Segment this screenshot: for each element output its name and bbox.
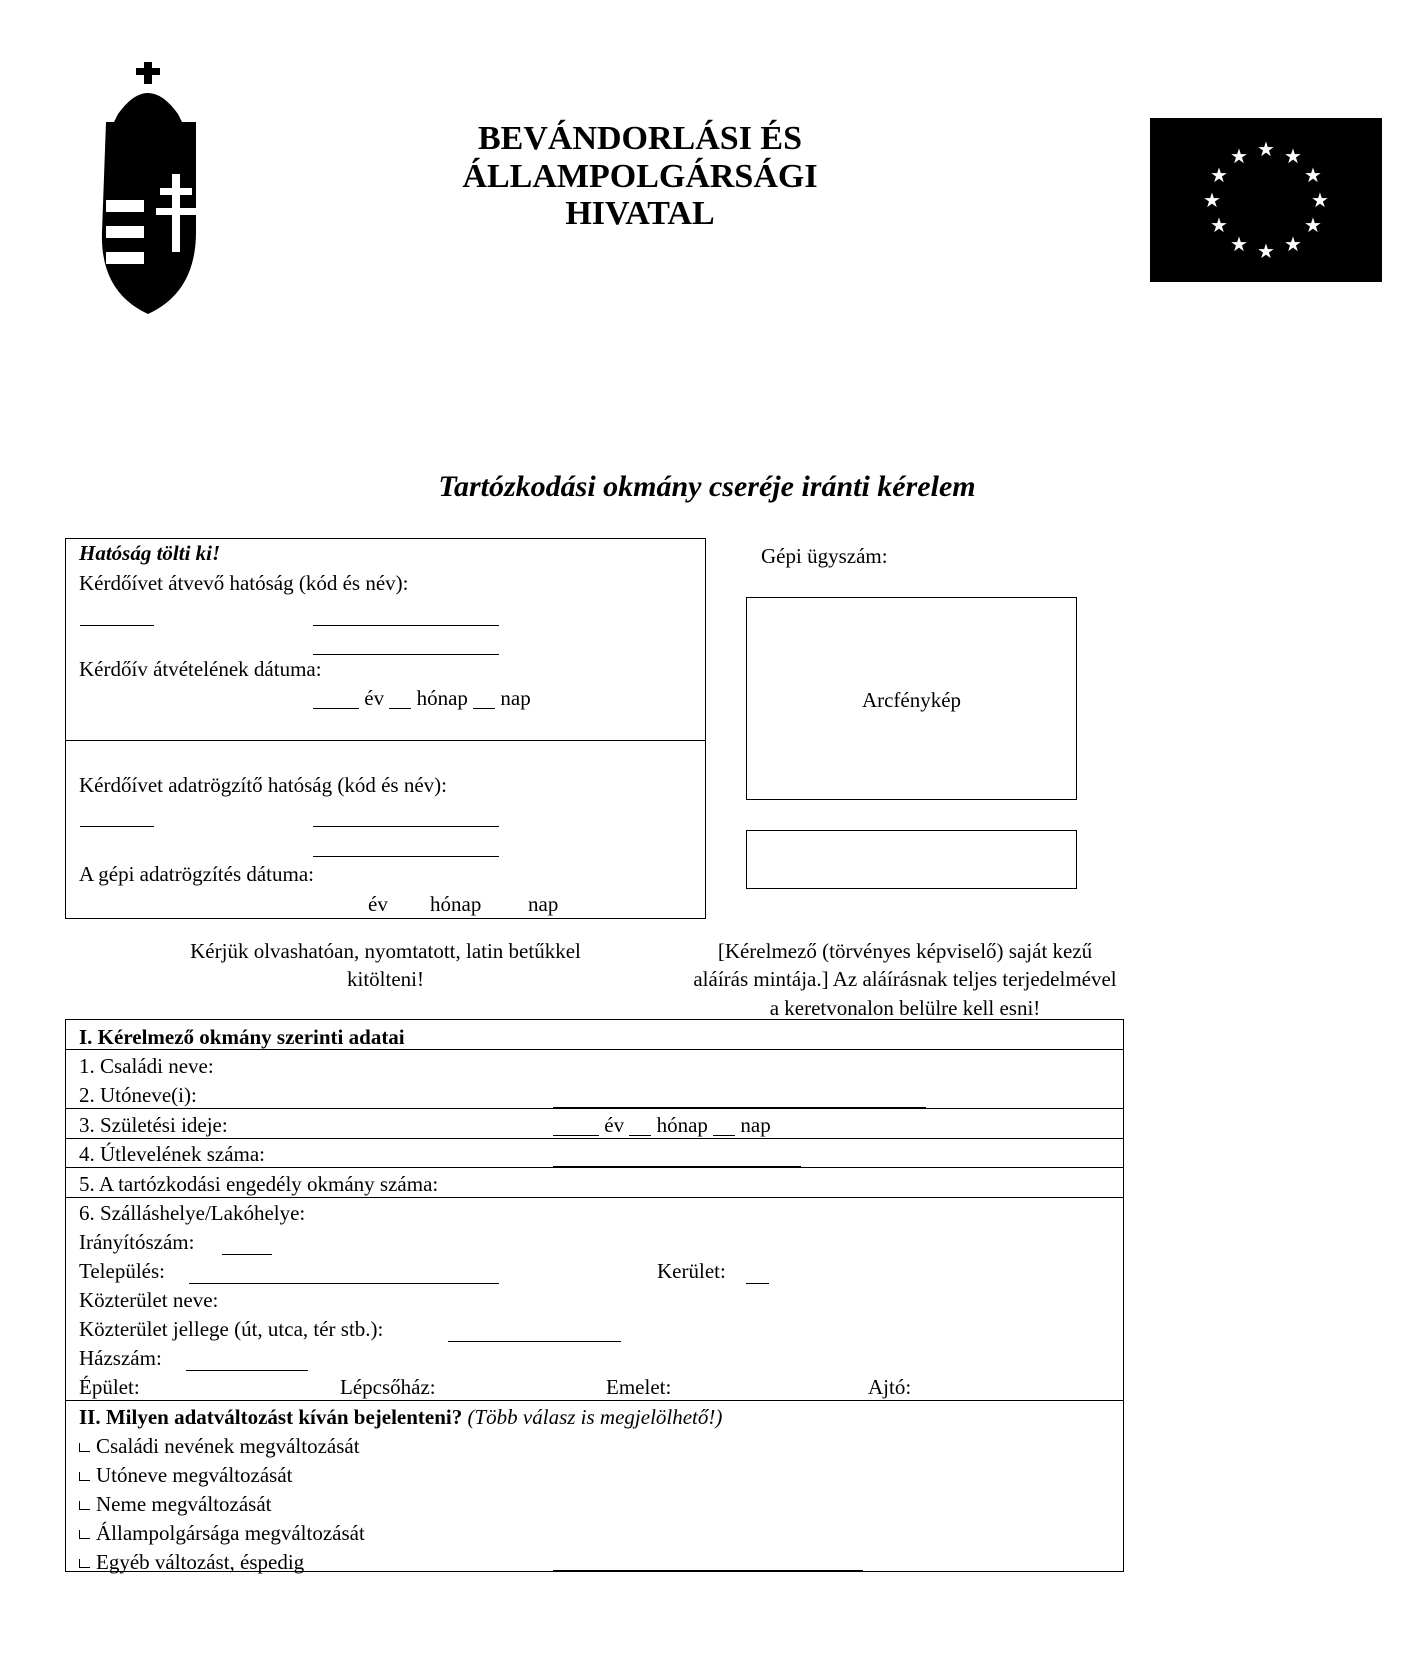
door-label: Ajtó: — [868, 1375, 912, 1399]
form-title: Tartózkodási okmány cseréje iránti kérelem — [438, 470, 976, 503]
row-divider — [65, 1138, 1124, 1139]
birth-date-field[interactable] — [553, 1115, 771, 1136]
signature-box[interactable] — [746, 830, 1077, 889]
svg-text:★: ★ — [1230, 144, 1248, 168]
issuing-office-title — [420, 120, 860, 233]
svg-text:★: ★ — [1257, 239, 1275, 263]
svg-text:★: ★ — [1284, 232, 1302, 256]
birth-month-label: hónap — [656, 1113, 708, 1137]
svg-text:★: ★ — [1304, 163, 1322, 187]
section2-heading-note: (Több válasz is megjelölhető!) — [467, 1405, 723, 1429]
passport-number-field[interactable] — [553, 1166, 801, 1167]
option-label: Egyéb változást, éspedig — [96, 1550, 305, 1574]
section1-heading: I. Kérelmező okmány szerinti adatai — [79, 1025, 405, 1049]
eu-flag-icon — [1150, 118, 1382, 282]
recording-authority-label: Kérdőívet adatrögzítő hatóság (kód és név): — [79, 773, 447, 797]
family-name-label: 1. Családi neve: — [79, 1054, 214, 1078]
birth-year-label: év — [604, 1113, 625, 1137]
row-divider — [65, 1197, 1124, 1198]
receiving-name-field[interactable] — [313, 625, 499, 626]
house-number-field[interactable] — [186, 1370, 308, 1371]
checkbox-icon[interactable] — [79, 1472, 90, 1481]
option-label: Neme megváltozását — [96, 1492, 272, 1516]
row-divider — [65, 1108, 1124, 1109]
recording-day-label: nap — [528, 892, 559, 916]
recording-date-label: A gépi adatrögzítés dátuma: — [79, 862, 315, 886]
row-divider — [65, 1167, 1124, 1168]
settlement-field[interactable] — [189, 1283, 499, 1284]
district-label: Kerület: — [657, 1259, 726, 1283]
other-change-field[interactable] — [553, 1570, 863, 1571]
house-number-label: Házszám: — [79, 1346, 162, 1370]
recording-year-label: év — [368, 892, 388, 916]
checkbox-icon[interactable] — [79, 1443, 90, 1452]
row-divider — [65, 1049, 1124, 1050]
checkbox-icon[interactable] — [79, 1501, 90, 1510]
section2-heading — [79, 1407, 722, 1428]
district-field[interactable] — [746, 1283, 769, 1284]
street-type-field[interactable] — [448, 1341, 621, 1342]
street-type-label: Közterület jellege (út, utca, tér stb.): — [79, 1317, 384, 1341]
receipt-year-label: év — [364, 686, 385, 710]
residence-doc-number-label: 5. A tartózkodási engedély okmány száma: — [79, 1172, 439, 1196]
recording-name-field-2[interactable] — [313, 856, 499, 857]
postal-code-label: Irányítószám: — [79, 1230, 195, 1254]
row-divider — [65, 1400, 1124, 1401]
signature-instruction-line-2: aláírás mintája.] Az aláírásnak teljes terjedelmével — [693, 967, 1117, 992]
option-given-name-change[interactable] — [79, 1465, 293, 1486]
settlement-label: Település: — [79, 1259, 165, 1283]
given-names-label: 2. Utóneve(i): — [79, 1083, 197, 1107]
coat-of-arms-icon — [84, 62, 212, 317]
building-label: Épület: — [79, 1375, 140, 1399]
checkbox-icon[interactable] — [79, 1559, 90, 1568]
fill-instruction-line-2: kitölteni! — [347, 967, 424, 992]
section2-heading-text: II. Milyen adatváltozást kíván bejelenteni? — [79, 1405, 463, 1429]
title-line-1: BEVÁNDORLÁSI ÉS — [477, 120, 803, 157]
svg-text:★: ★ — [1304, 213, 1322, 237]
signature-instruction-line-3: a keretvonalon belülre kell esni! — [769, 995, 1041, 1020]
photo-label: Arcfénykép — [861, 688, 962, 712]
receipt-month-label: hónap — [416, 686, 468, 710]
svg-text:★: ★ — [1284, 144, 1302, 168]
street-name-label: Közterület neve: — [79, 1288, 219, 1312]
recording-month-label: hónap — [430, 892, 482, 916]
svg-text:★: ★ — [1311, 188, 1329, 212]
recording-code-field[interactable] — [80, 826, 154, 827]
title-line-2: ÁLLAMPOLGÁRSÁGI — [462, 157, 818, 195]
option-label: Utóneve megváltozását — [96, 1463, 293, 1487]
option-family-name-change[interactable] — [79, 1436, 360, 1457]
title-line-3: HIVATAL — [565, 195, 715, 233]
staircase-label: Lépcsőház: — [340, 1375, 436, 1399]
svg-text:★: ★ — [1210, 213, 1228, 237]
option-gender-change[interactable] — [79, 1494, 272, 1515]
svg-text:★: ★ — [1230, 232, 1248, 256]
svg-text:★: ★ — [1210, 163, 1228, 187]
case-number-label: Gépi ügyszám: — [761, 544, 888, 568]
option-citizenship-change[interactable] — [79, 1523, 365, 1544]
address-heading: 6. Szálláshelye/Lakóhelye: — [79, 1201, 306, 1225]
option-other-change[interactable] — [79, 1552, 304, 1573]
receiving-name-field-2[interactable] — [313, 654, 499, 655]
svg-text:★: ★ — [1257, 137, 1275, 161]
option-label: Állampolgársága megváltozását — [96, 1521, 365, 1545]
receipt-day-label: nap — [500, 686, 531, 710]
signature-instruction — [580, 937, 1230, 1022]
signature-instruction-line-1: [Kérelmező (törvényes képviselő) saját kezű — [717, 939, 1093, 963]
postal-code-field[interactable] — [222, 1254, 272, 1255]
birth-day-label: nap — [740, 1113, 771, 1137]
fill-instruction-line-1: Kérjük olvashatóan, nyomtatott, latin betűkkel — [190, 939, 581, 963]
given-names-field[interactable] — [553, 1107, 926, 1108]
authority-box-divider — [65, 740, 706, 741]
recording-name-field[interactable] — [313, 826, 499, 827]
option-label: Családi nevének megváltozását — [96, 1434, 360, 1458]
checkbox-icon[interactable] — [79, 1530, 90, 1539]
applicant-data-table — [65, 1019, 1124, 1572]
receipt-date-label: Kérdőív átvételének dátuma: — [79, 657, 322, 681]
svg-text:★: ★ — [1203, 188, 1221, 212]
authority-heading: Hatóság tölti ki! — [79, 541, 221, 565]
birth-date-label: 3. Születési ideje: — [79, 1113, 228, 1137]
floor-label: Emelet: — [606, 1375, 672, 1399]
passport-number-label: 4. Útlevelének száma: — [79, 1142, 266, 1166]
receipt-date-field[interactable] — [313, 688, 531, 709]
receiving-code-field[interactable] — [80, 625, 154, 626]
receiving-authority-label: Kérdőívet átvevő hatóság (kód és név): — [79, 571, 409, 595]
